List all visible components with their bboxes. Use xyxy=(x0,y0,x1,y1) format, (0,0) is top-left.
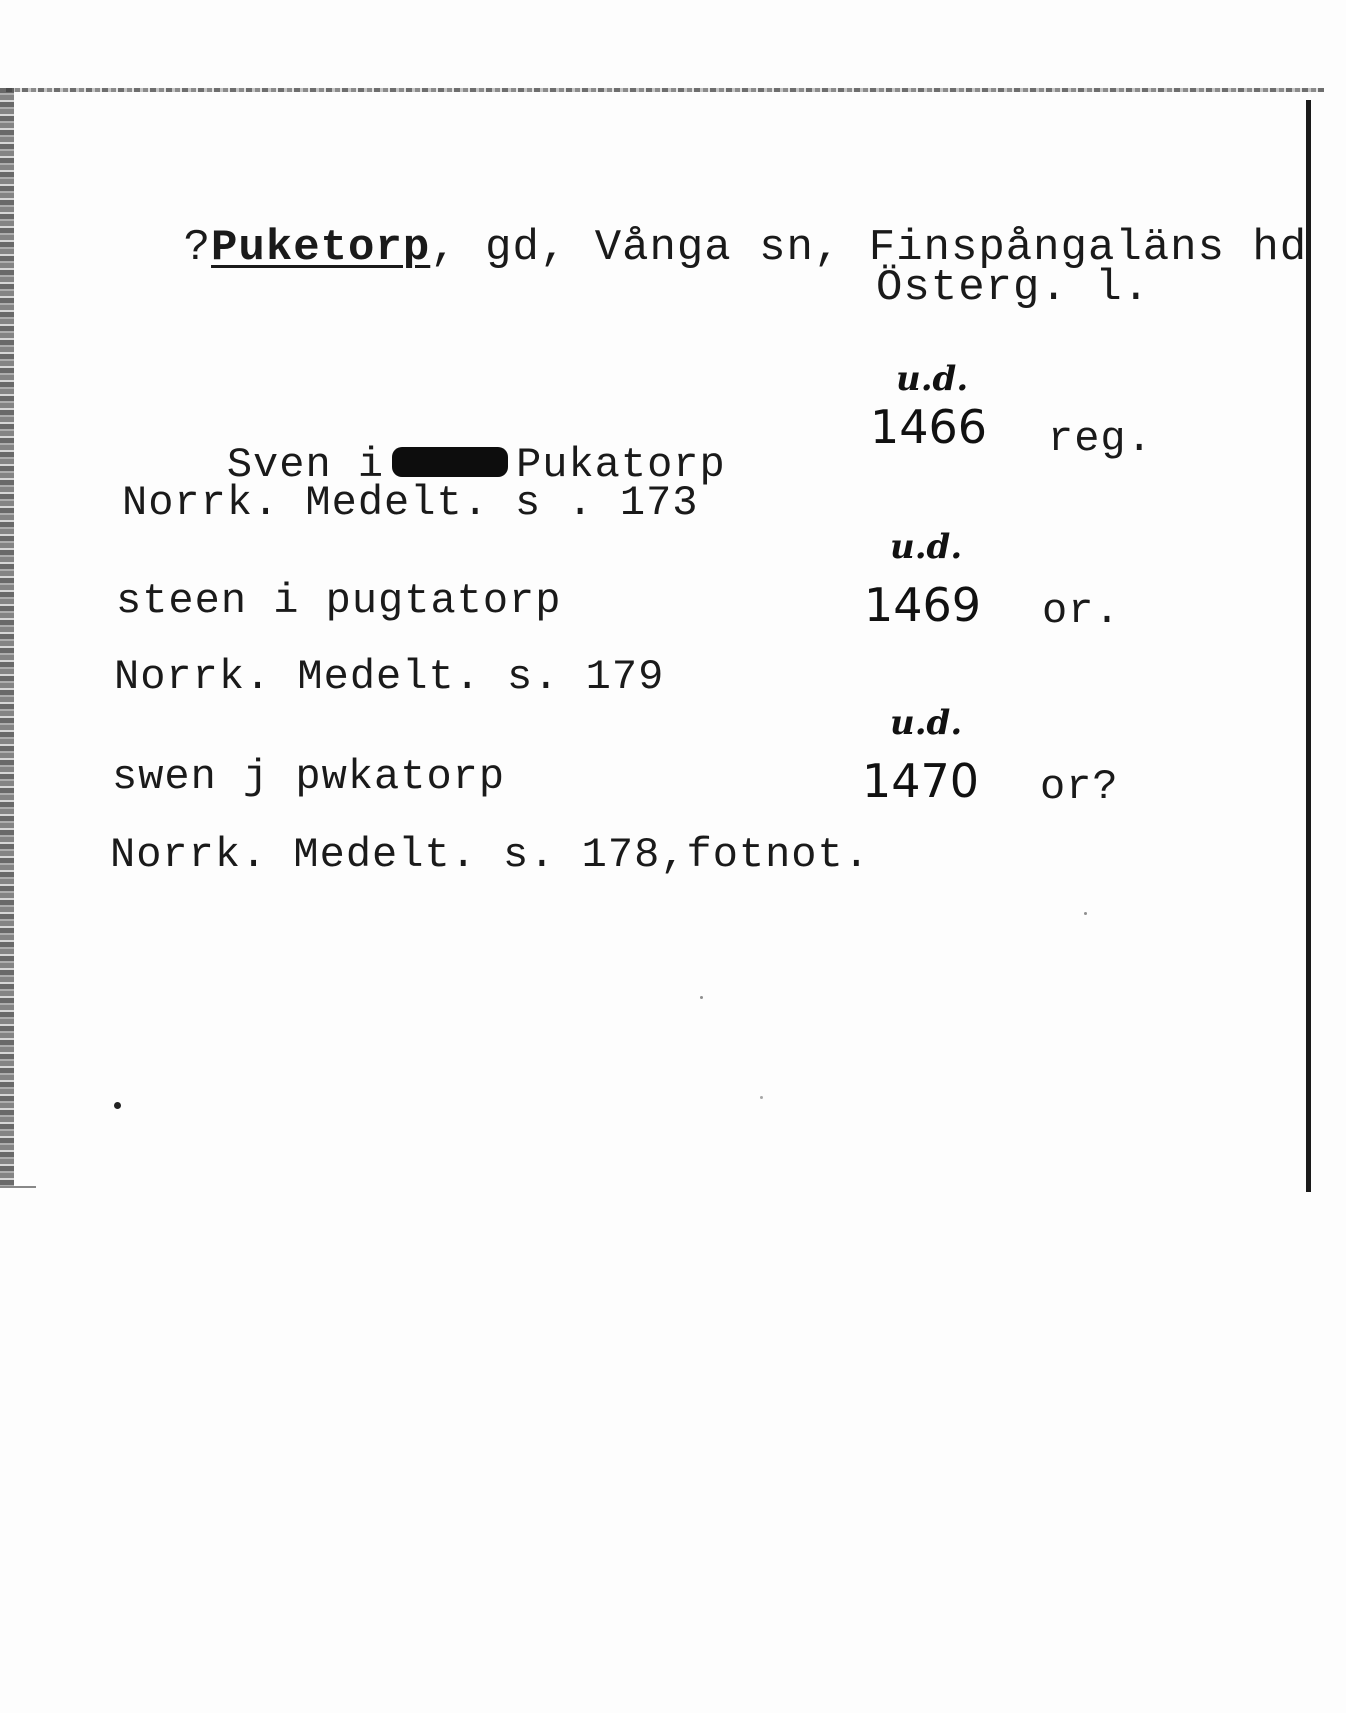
place-name: Puketorp xyxy=(211,223,431,273)
query-mark: ? xyxy=(183,223,212,273)
entry-2-source: Norrk. Medelt. s. 179 xyxy=(114,653,665,701)
entry-2-type: or. xyxy=(1042,587,1121,635)
entry-1-type: reg. xyxy=(1048,415,1153,463)
redaction-mark xyxy=(392,447,508,477)
date-qualifier-2: u.d. xyxy=(890,527,963,567)
entry-1-source: Norrk. Medelt. s . 173 xyxy=(122,479,699,527)
entry-3-year: 1470 xyxy=(862,754,980,808)
heading-details: , gd, Vånga sn, Finspångaläns hd xyxy=(430,223,1308,273)
card-bottom-edge xyxy=(0,1186,36,1188)
entry-3-source: Norrk. Medelt. s. 178,fotnot. xyxy=(110,831,870,879)
date-qualifier-3: u.d. xyxy=(890,703,963,743)
entry-3-type: or? xyxy=(1040,763,1119,811)
scan-speck xyxy=(760,1096,763,1099)
scan-speck xyxy=(114,1102,121,1109)
card-top-edge xyxy=(6,88,1324,92)
entry-1-year: 1466 xyxy=(870,400,988,454)
entry-2-year: 1469 xyxy=(864,578,982,632)
entry-3-name: swen j pwkatorp xyxy=(112,753,506,801)
date-qualifier-1: u.d. xyxy=(896,359,969,399)
card-left-edge xyxy=(0,88,14,1188)
county-label: Österg. l. xyxy=(876,263,1151,313)
scan-speck xyxy=(1084,912,1087,915)
entry-2-name: steen i pugtatorp xyxy=(116,577,562,625)
entry-1-name-before: Sven i xyxy=(226,441,385,489)
entry-1-name-after: Pukatorp xyxy=(516,441,726,489)
scan-speck xyxy=(700,996,703,999)
